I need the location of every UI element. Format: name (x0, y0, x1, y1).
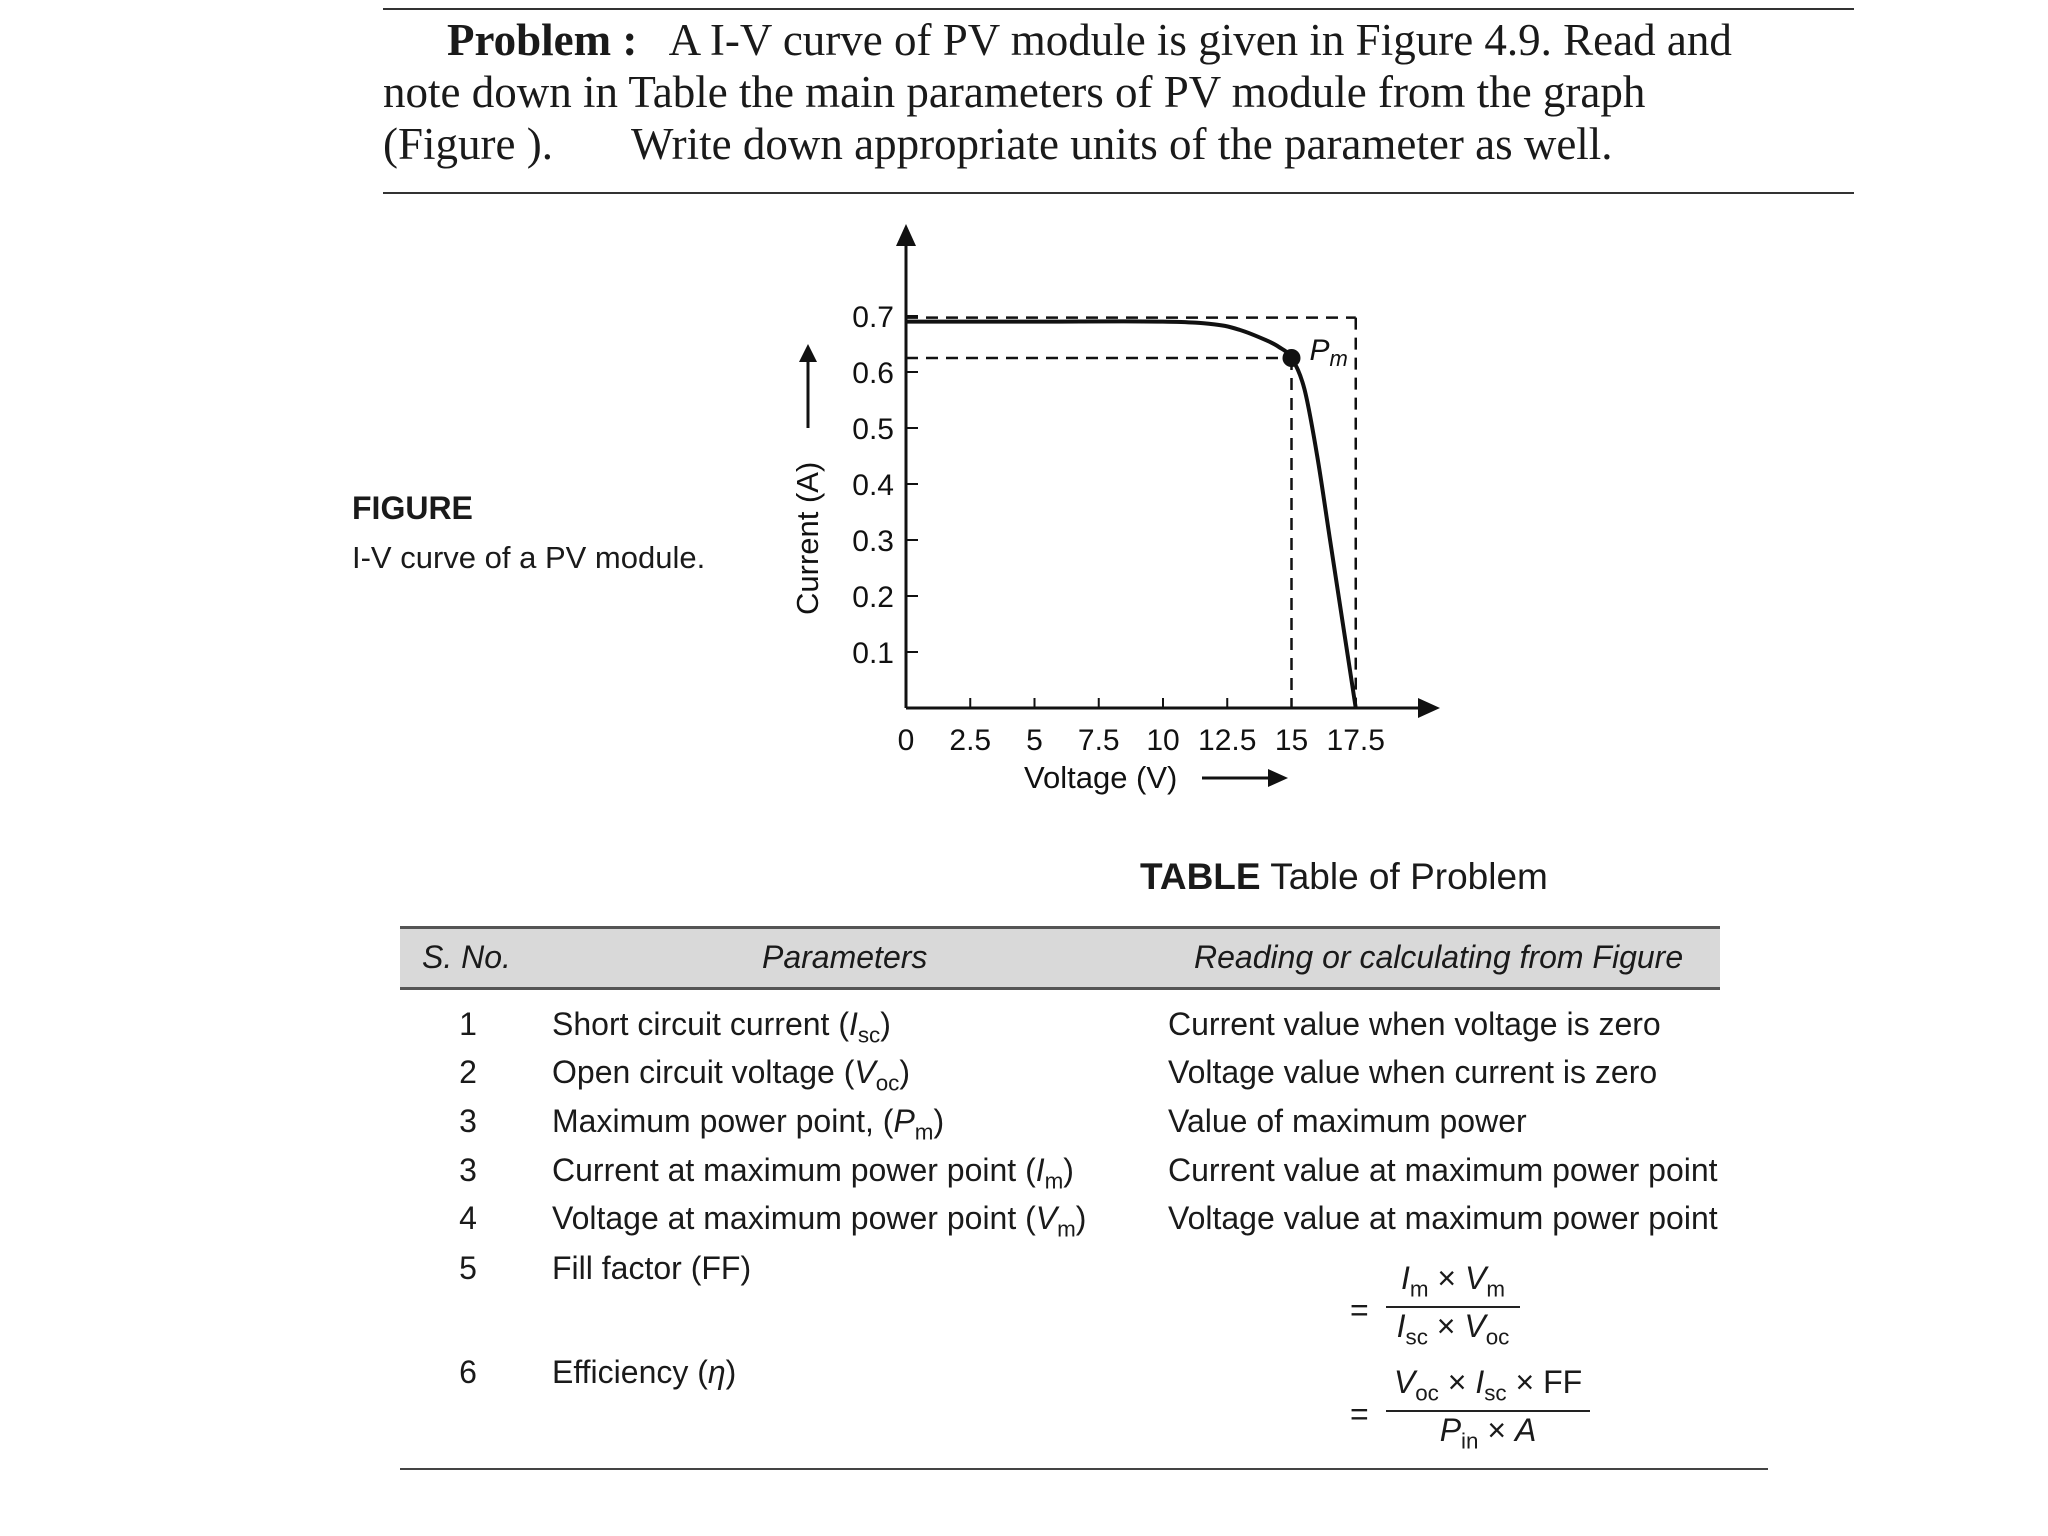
parameter-close: ) (880, 1006, 891, 1042)
parameter-text: Voltage at maximum power point ( (552, 1200, 1036, 1236)
row-sno: 2 (459, 1054, 477, 1090)
x-tick-label: 7.5 (1077, 724, 1120, 757)
parameter-symbol: I (1035, 1152, 1045, 1188)
header-parameters: Parameters (762, 939, 928, 975)
table-bottom-rule (400, 1468, 1768, 1470)
parameter-subscript: m (914, 1119, 934, 1145)
ff-denominator: $I_{sc} \times V_{oc}$ (1396, 1308, 1510, 1350)
x-tick-label: 15 (1274, 724, 1309, 757)
ff-numerator: $I_m \times V_m$ (1400, 1260, 1505, 1302)
parameter-close: ) (933, 1103, 945, 1139)
parameter-symbol: V (1035, 1200, 1058, 1236)
y-tick-label: 0.2 (852, 581, 894, 614)
eff-denominator: $P_{in} \times A$ (1439, 1412, 1537, 1454)
y-tick-label: 0.7 (852, 301, 894, 334)
parameter-symbol: P (893, 1103, 915, 1139)
eff-eq: = (1350, 1396, 1369, 1432)
x-tick-label: 17.5 (1326, 724, 1385, 757)
parameter-text: Maximum power point, ( (552, 1103, 894, 1139)
problem-line1: A I-V curve of PV module is given in Figure 4.9. Read and (668, 15, 1732, 65)
parameter-close: ) (1063, 1152, 1074, 1188)
x-tick-label: 12.5 (1198, 724, 1257, 757)
row-sno: 4 (459, 1200, 477, 1236)
row-parameter (552, 1103, 944, 1145)
pm-label: $P_m$ (1309, 334, 1348, 371)
y-axis-label: Current (A) (790, 461, 825, 615)
x-tick-label: 5 (1026, 724, 1043, 757)
y-tick-label: 0.4 (852, 469, 894, 502)
row-parameter (552, 1006, 891, 1048)
table-header (400, 926, 1720, 990)
row-sno: 3 (459, 1152, 477, 1188)
parameter-subscript: sc (857, 1022, 881, 1048)
parameter-subscript: m (1057, 1216, 1076, 1242)
x-tick-label: 0 (897, 724, 915, 757)
y-tick-label: 0.1 (852, 637, 894, 670)
row-parameter (552, 1054, 910, 1096)
parameter-subscript: m (1044, 1168, 1064, 1194)
row-reading: Current value at maximum power point (1168, 1152, 1718, 1188)
header-reading: Reading or calculating from Figure (1194, 939, 1684, 975)
x-label-arrow-icon (1268, 769, 1288, 787)
x-tick-label: 2.5 (949, 724, 992, 757)
table-caption (1140, 856, 1548, 898)
table-caption-bold: TABLE (1140, 856, 1261, 897)
row-reading: Current value when voltage is zero (1168, 1006, 1661, 1042)
x-axis-label: Voltage (V) (1024, 760, 1178, 795)
row-sno: 3 (459, 1103, 477, 1139)
figure-label: FIGURE (352, 490, 473, 526)
pm-marker (1283, 349, 1301, 367)
parameter-subscript: oc (875, 1070, 900, 1096)
y-tick-label: 0.5 (852, 413, 894, 446)
row-sno: 6 (459, 1354, 477, 1390)
parameter-text: Fill factor (FF) (552, 1250, 752, 1286)
parameter-symbol: I (848, 1006, 858, 1042)
parameter-symbol: η (707, 1354, 726, 1390)
row-reading: Value of maximum power (1168, 1103, 1527, 1139)
parameter-text: Short circuit current ( (552, 1006, 849, 1042)
row-parameter (552, 1152, 1074, 1194)
parameter-symbol: V (854, 1054, 876, 1090)
y-tick-label: 0.6 (852, 357, 894, 390)
row-parameter (552, 1250, 751, 1287)
efficiency-formula (1350, 1364, 1590, 1464)
eff-numerator: $V_{oc} \times I_{sc}$ × FF (1393, 1364, 1583, 1406)
problem-line2: note down in Table the main parameters of PV module from the graph (383, 67, 1646, 117)
ff-formula (1350, 1260, 1520, 1360)
parameter-close: ) (725, 1354, 737, 1390)
parameter-text: Open circuit voltage ( (552, 1054, 855, 1090)
header-sno: S. No. (422, 939, 511, 975)
x-tick-label: 10 (1146, 724, 1180, 757)
row-sno: 5 (459, 1250, 477, 1286)
parameter-text: Current at maximum power point ( (552, 1152, 1036, 1188)
row-reading: Voltage value when current is zero (1168, 1054, 1658, 1090)
row-parameter (552, 1354, 736, 1391)
x-axis-arrow-icon (1418, 698, 1440, 718)
figure-caption: I-V curve of a PV module. (352, 540, 706, 575)
row-sno: 1 (459, 1006, 477, 1042)
y-label-arrow-icon (799, 344, 817, 362)
parameter-text: Efficiency ( (552, 1354, 708, 1390)
parameter-close: ) (1075, 1200, 1087, 1236)
table-caption-text: Table of Problem (1270, 856, 1548, 897)
iv-curve-line (906, 321, 1356, 708)
row-parameter (552, 1200, 1086, 1242)
problem-line3b: Write down appropriate units of the parameter as well. (630, 119, 1613, 169)
y-axis-arrow-icon (896, 224, 916, 246)
problem-line3a: (Figure ). (383, 119, 553, 169)
parameter-close: ) (899, 1054, 911, 1090)
ff-eq: = (1350, 1292, 1369, 1328)
row-reading: Voltage value at maximum power point (1168, 1200, 1718, 1236)
y-tick-label: 0.3 (852, 525, 894, 558)
problem-label: Problem : (447, 15, 638, 65)
